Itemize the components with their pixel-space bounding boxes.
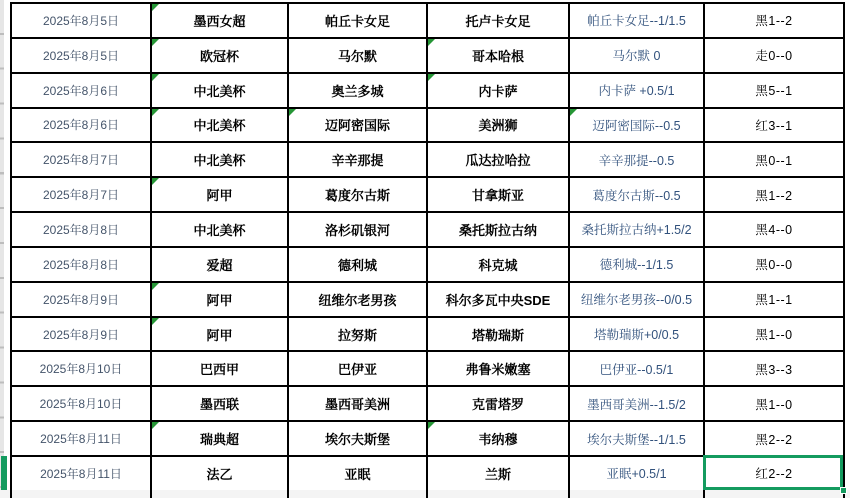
cell-away[interactable]: 桑托斯拉古纳 (428, 213, 570, 248)
error-triangle-icon (152, 109, 159, 116)
cell-away[interactable]: 科尔多瓦中央SDE (428, 283, 570, 318)
grid-line (10, 490, 12, 498)
grid-line (287, 490, 289, 498)
cell-handicap[interactable]: 迈阿密国际--0.5 (570, 109, 705, 144)
cell-handicap[interactable]: 辛辛那提--0.5 (570, 143, 705, 178)
cell-date[interactable]: 2025年8月8日 (12, 248, 152, 283)
grid-line (568, 490, 570, 498)
cell-result[interactable]: 红3--1 (705, 109, 845, 144)
grid-line (426, 490, 428, 498)
error-triangle-icon (152, 4, 159, 11)
cell-away[interactable]: 弗鲁米嫩塞 (428, 352, 570, 387)
cell-league[interactable]: 中北美杯 (152, 74, 289, 109)
cell-home[interactable]: 纽维尔老男孩 (289, 283, 428, 318)
cell-home[interactable]: 墨西哥美洲 (289, 387, 428, 422)
cell-home[interactable]: 辛辛那提 (289, 143, 428, 178)
cell-handicap[interactable]: 马尔默 0 (570, 39, 705, 74)
cell-home[interactable]: 亚眠 (289, 457, 428, 492)
cell-result[interactable]: 黑1--1 (705, 283, 845, 318)
cell-handicap[interactable]: 亚眠+0.5/1 (570, 457, 705, 492)
cell-result[interactable]: 黑0--0 (705, 248, 845, 283)
cell-result[interactable]: 黑1--0 (705, 318, 845, 353)
cell-date[interactable]: 2025年8月11日 (12, 457, 152, 492)
grid-line (150, 490, 152, 498)
cell-handicap[interactable]: 埃尔夫斯堡--1/1.5 (570, 422, 705, 457)
selected-row-header-highlight (1, 456, 7, 490)
cell-home[interactable]: 迈阿密国际 (289, 109, 428, 144)
cell-date[interactable]: 2025年8月10日 (12, 387, 152, 422)
cell-date[interactable]: 2025年8月5日 (12, 39, 152, 74)
cell-home[interactable]: 巴伊亚 (289, 352, 428, 387)
cell-away[interactable]: 科克城 (428, 248, 570, 283)
cell-result[interactable]: 黑1--2 (705, 4, 845, 39)
cell-away[interactable]: 哥本哈根 (428, 39, 570, 74)
row-header-strip[interactable] (0, 0, 4, 498)
cell-result[interactable]: 黑2--2 (705, 422, 845, 457)
error-triangle-icon (428, 422, 435, 429)
cell-league[interactable]: 巴西甲 (152, 352, 289, 387)
error-triangle-icon (570, 109, 577, 116)
cell-league[interactable]: 中北美杯 (152, 109, 289, 144)
cell-date[interactable]: 2025年8月7日 (12, 178, 152, 213)
cell-away[interactable]: 美洲狮 (428, 109, 570, 144)
cell-result[interactable]: 黑0--1 (705, 143, 845, 178)
cell-home[interactable]: 德利城 (289, 248, 428, 283)
cell-league[interactable]: 阿甲 (152, 178, 289, 213)
cell-result[interactable]: 黑1--0 (705, 387, 845, 422)
cell-away[interactable]: 内卡萨 (428, 74, 570, 109)
cell-date[interactable]: 2025年8月11日 (12, 422, 152, 457)
cell-league[interactable]: 法乙 (152, 457, 289, 492)
cell-handicap[interactable]: 纽维尔老男孩--0/0.5 (570, 283, 705, 318)
cell-result[interactable]: 黑4--0 (705, 213, 845, 248)
cell-date[interactable]: 2025年8月10日 (12, 352, 152, 387)
error-triangle-icon (289, 109, 296, 116)
error-triangle-icon (152, 422, 159, 429)
cell-home[interactable]: 帕丘卡女足 (289, 4, 428, 39)
cell-handicap[interactable]: 内卡萨 +0.5/1 (570, 74, 705, 109)
cell-date[interactable]: 2025年8月8日 (12, 213, 152, 248)
cell-handicap[interactable]: 塔勒瑞斯+0/0.5 (570, 318, 705, 353)
cell-league[interactable]: 爱超 (152, 248, 289, 283)
cell-league[interactable]: 阿甲 (152, 283, 289, 318)
cell-home[interactable]: 奥兰多城 (289, 74, 428, 109)
cell-home[interactable]: 洛杉矶银河 (289, 213, 428, 248)
cell-handicap[interactable]: 墨西哥美洲--1.5/2 (570, 387, 705, 422)
cell-date[interactable]: 2025年8月7日 (12, 143, 152, 178)
cell-date[interactable]: 2025年8月6日 (12, 109, 152, 144)
selected-cell-border (703, 455, 843, 490)
cell-handicap[interactable]: 葛度尔古斯--0.5 (570, 178, 705, 213)
cell-handicap[interactable]: 德利城--1/1.5 (570, 248, 705, 283)
cell-date[interactable]: 2025年8月5日 (12, 4, 152, 39)
cell-home[interactable]: 马尔默 (289, 39, 428, 74)
cell-handicap[interactable]: 桑托斯拉古纳+1.5/2 (570, 213, 705, 248)
cell-handicap[interactable]: 帕丘卡女足--1/1.5 (570, 4, 705, 39)
cell-away[interactable]: 塔勒瑞斯 (428, 318, 570, 353)
cell-result[interactable]: 黑5--1 (705, 74, 845, 109)
cell-league[interactable]: 墨西女超 (152, 4, 289, 39)
cell-result[interactable]: 红2--2 (705, 457, 845, 492)
cell-result[interactable]: 黑3--3 (705, 352, 845, 387)
error-triangle-icon (152, 178, 159, 185)
cell-away[interactable]: 甘拿斯亚 (428, 178, 570, 213)
cell-home[interactable]: 埃尔夫斯堡 (289, 422, 428, 457)
cell-away[interactable]: 托卢卡女足 (428, 4, 570, 39)
cell-date[interactable]: 2025年8月9日 (12, 318, 152, 353)
cell-league[interactable]: 中北美杯 (152, 143, 289, 178)
cell-away[interactable]: 瓜达拉哈拉 (428, 143, 570, 178)
error-triangle-icon (152, 283, 159, 290)
error-triangle-icon (152, 318, 159, 325)
error-triangle-icon (428, 39, 435, 46)
grid-line (703, 490, 705, 498)
fill-handle[interactable] (840, 487, 847, 494)
cell-date[interactable]: 2025年8月9日 (12, 283, 152, 318)
next-row-partial (0, 490, 850, 498)
cell-away[interactable]: 兰斯 (428, 457, 570, 492)
cell-away[interactable]: 韦纳穆 (428, 422, 570, 457)
cell-home[interactable]: 拉努斯 (289, 318, 428, 353)
cell-result[interactable]: 黑1--2 (705, 178, 845, 213)
cell-league[interactable]: 欧冠杯 (152, 39, 289, 74)
cell-league[interactable]: 瑞典超 (152, 422, 289, 457)
error-triangle-icon (152, 39, 159, 46)
cell-date[interactable]: 2025年8月6日 (12, 74, 152, 109)
cell-league[interactable]: 墨西联 (152, 387, 289, 422)
cell-league[interactable]: 阿甲 (152, 318, 289, 353)
cell-home[interactable]: 葛度尔古斯 (289, 178, 428, 213)
error-triangle-icon (428, 74, 435, 81)
cell-result[interactable]: 走0--0 (705, 39, 845, 74)
cell-handicap[interactable]: 巴伊亚--0.5/1 (570, 352, 705, 387)
matches-table (10, 2, 845, 492)
cell-away[interactable]: 克雷塔罗 (428, 387, 570, 422)
cell-league[interactable]: 中北美杯 (152, 213, 289, 248)
error-triangle-icon (152, 74, 159, 81)
